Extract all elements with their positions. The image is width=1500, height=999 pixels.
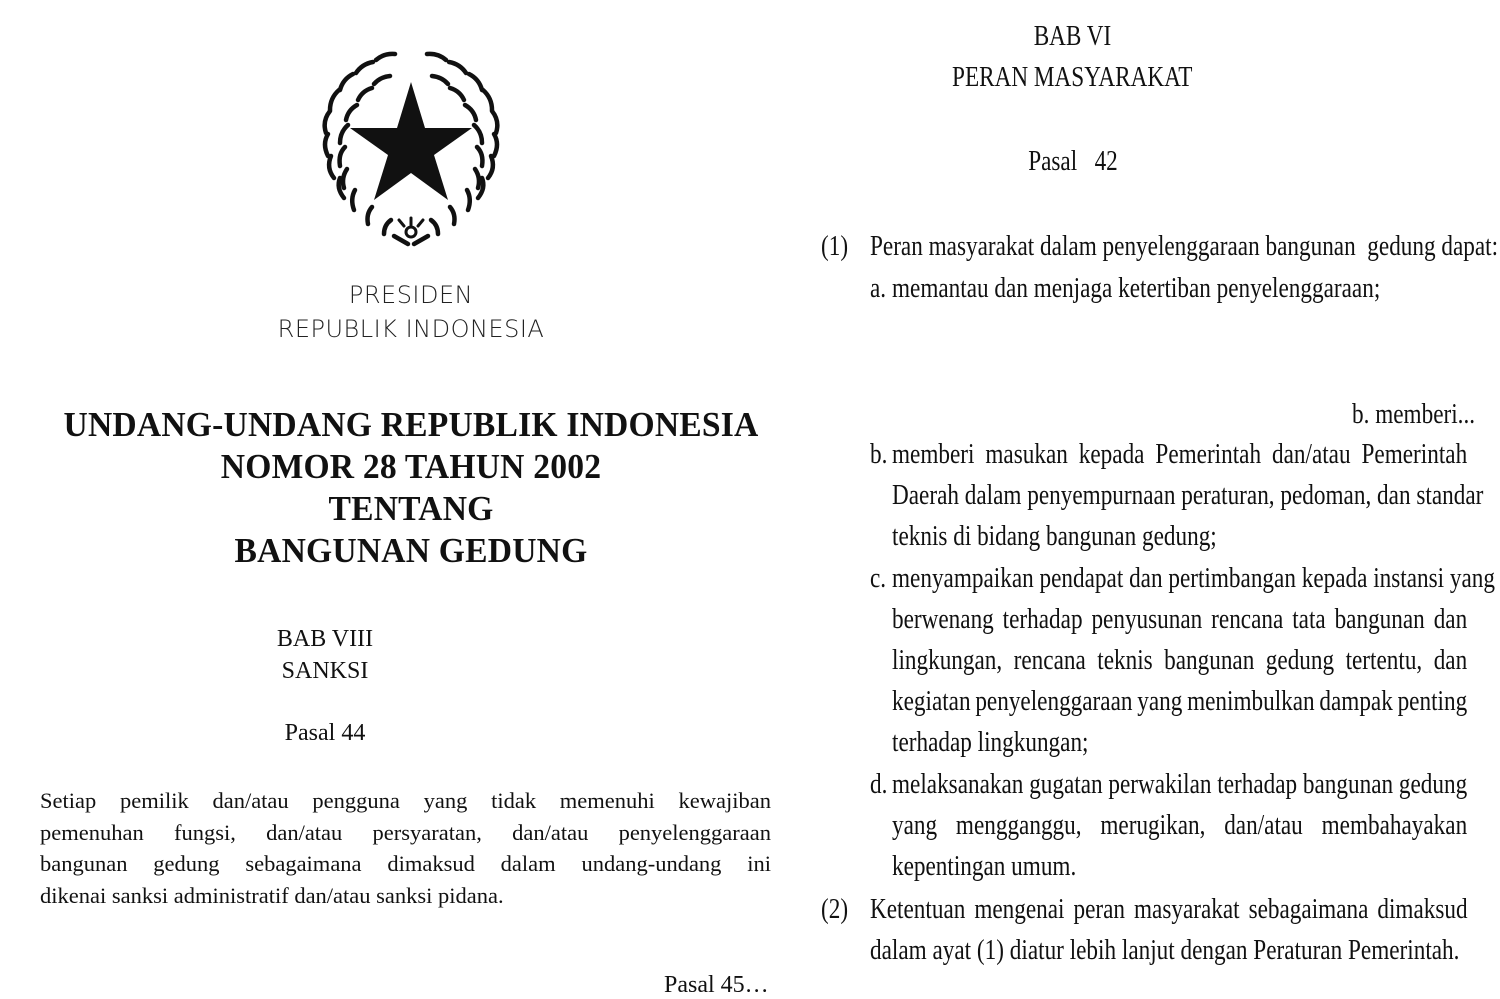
clause-number: (1): [821, 230, 849, 262]
institution-line-2: REPUBLIK INDONESIA: [277, 315, 545, 343]
chapter-number: BAB VIII: [276, 626, 374, 652]
w: dan/atau: [1272, 438, 1351, 470]
institution-line-1: PRESIDEN: [348, 281, 474, 309]
page-catchword: b. memberi...: [1352, 398, 1476, 430]
clause-2-line: [870, 930, 1500, 971]
w: Pemerintah: [1155, 438, 1262, 470]
paragraph-line: Setiap pemilik dan/atau pengguna yang tidak memenuhi kewajiban: [40, 788, 771, 813]
right-document-page: [790, 0, 1500, 999]
item-a-line: memantau dan menjaga ketertiban penyelenggaraan;: [892, 272, 1381, 304]
item-c-line: [892, 681, 1500, 722]
item-c-line: [892, 599, 1500, 640]
item-marker: a.: [870, 272, 887, 304]
chapter-title: SANKSI: [281, 658, 369, 684]
paragraph-line: pemenuhan fungsi, dan/atau persyaratan, dan/atau penyelenggaraan: [40, 819, 771, 845]
w: Pemerintah: [1361, 438, 1468, 470]
item-marker: b.: [870, 438, 888, 470]
item-c-line: [892, 640, 1500, 681]
justified-line: Ketentuan mengenai peran masyarakat sebagaimana dimaksud: [870, 893, 1468, 925]
article-44-paragraph: [40, 785, 771, 911]
justified-line: yang mengganggu, merugikan, dan/atau membahayakan: [892, 809, 1468, 841]
chapter-title-wrap: [790, 61, 1355, 94]
law-title-line-2: NOMOR 28 TAHUN 2002: [220, 447, 602, 486]
article-heading-wrap: [790, 145, 1355, 178]
item-d-line: [892, 764, 1500, 805]
justified-line: kegiatan penyelenggaraan yang menimbulkan dampak penting: [892, 685, 1468, 717]
item-c-text: menyampaikan pendapat dan pertimbangan kepada instansi yang: [892, 562, 1495, 594]
article-heading: Pasal 42: [1027, 145, 1118, 177]
law-title-line-4: BANGUNAN GEDUNG: [234, 531, 588, 570]
item-b-line: [892, 516, 1298, 557]
item-b-line: [892, 434, 1467, 475]
chapter-title: PERAN MASYARAKAT: [952, 61, 1193, 93]
item-c-line: [892, 558, 1500, 599]
law-title-line-3: TENTANG: [328, 489, 494, 528]
w: memberi: [892, 438, 975, 470]
item-d-line: [892, 846, 1122, 887]
paragraph-line: dikenai sanksi administratif dan/atau sanksi pidana.: [40, 882, 504, 908]
clause-text: Peran masyarakat dalam penyelenggaraan bangunan gedung dapat:: [870, 230, 1499, 262]
item-b-line: [892, 475, 1500, 516]
clause-2-text: dalam ayat (1) diatur lebih lanjut dengan Peraturan Pemerintah.: [870, 934, 1460, 966]
w: kepada: [1078, 438, 1145, 470]
w: masukan: [985, 438, 1068, 470]
item-b-text: teknis di bidang bangunan gedung;: [892, 520, 1217, 552]
justified-line: berwenang terhadap penyusunan rencana tata bangunan dan: [892, 603, 1468, 635]
item-marker: d.: [870, 768, 888, 800]
item-d-text: kepentingan umum.: [892, 850, 1077, 882]
continuation-catchword: Pasal 45…: [664, 972, 769, 998]
item-d-line: [892, 805, 1500, 846]
item-c-line: [892, 722, 1138, 763]
paragraph-line: bangunan gedung sebagaimana dimaksud dalam undang-undang ini: [40, 851, 771, 876]
clause-number: (2): [821, 893, 849, 925]
law-title-line-1: UNDANG-UNDANG REPUBLIK INDONESIA: [63, 405, 759, 444]
justified-line: [892, 434, 1467, 475]
clause-2-line: [870, 889, 1500, 930]
item-c-text: terhadap lingkungan;: [892, 726, 1089, 758]
chapter-number: BAB VI: [1033, 20, 1112, 52]
item-b-text: Daerah dalam penyempurnaan peraturan, pedoman, dan standar: [892, 479, 1484, 511]
article-heading: Pasal 44: [284, 720, 366, 746]
chapter-heading: [790, 20, 1355, 53]
star-wreath-emblem-icon: [304, 38, 518, 252]
justified-line: lingkungan, rencana teknis bangunan gedung tertentu, dan: [892, 644, 1468, 676]
item-marker: c.: [870, 562, 887, 594]
justified-line: melaksanakan gugatan perwakilan terhadap bangunan gedung: [892, 768, 1468, 800]
